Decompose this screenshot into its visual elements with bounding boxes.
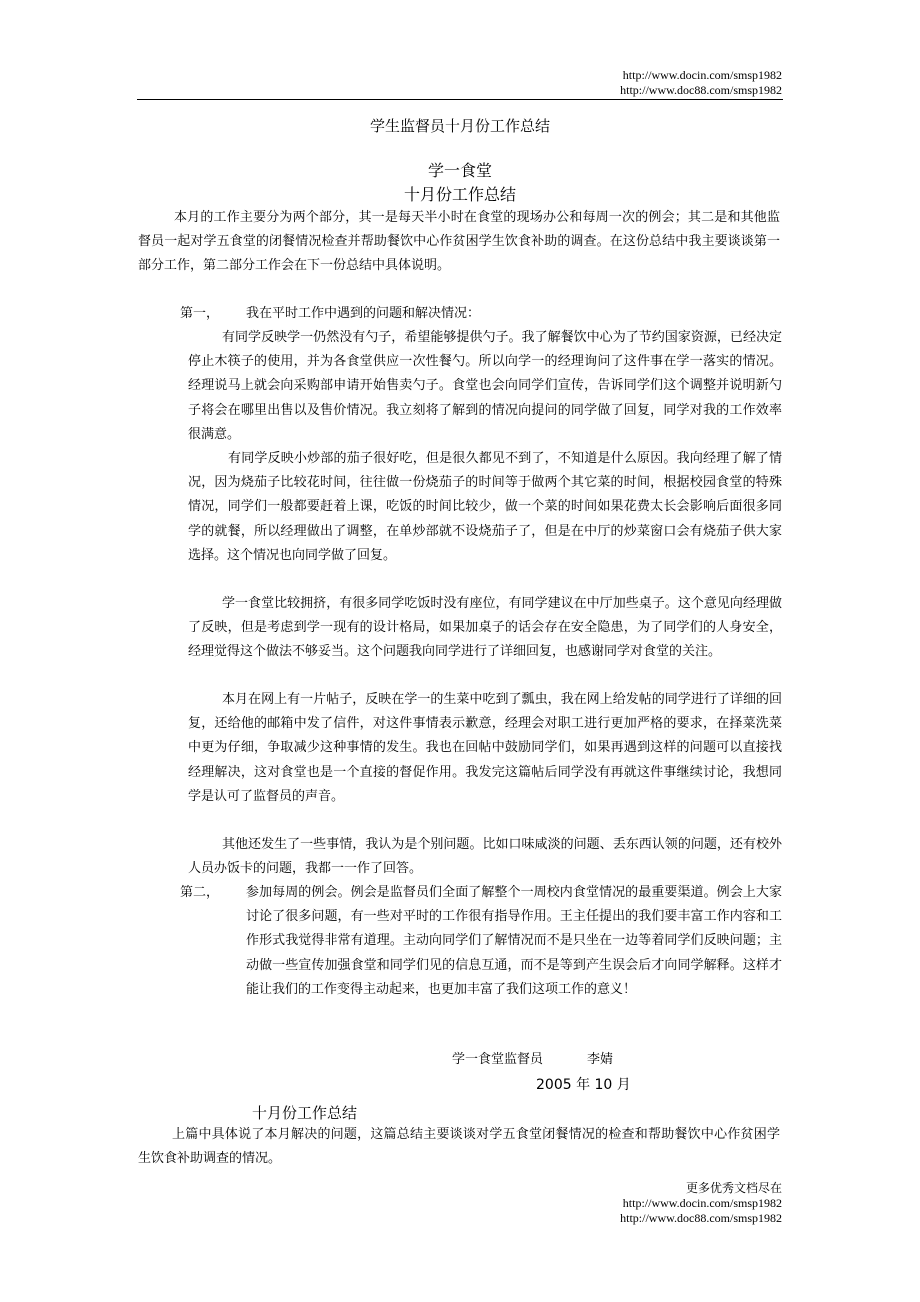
signature-role: 学一食堂监督员 bbox=[452, 1052, 544, 1067]
signature-date: 2005 年 10 月 bbox=[536, 1077, 631, 1093]
section1-heading-text: 我在平时工作中遇到的问题和解决情况： bbox=[246, 306, 481, 321]
header-rule bbox=[137, 99, 783, 100]
header-url-doc88[interactable]: http://www.doc88.com/smsp1982 bbox=[620, 83, 782, 97]
footer-url-doc88[interactable]: http://www.doc88.com/smsp1982 bbox=[620, 1211, 782, 1225]
header-url-docin[interactable]: http://www.docin.com/smsp1982 bbox=[622, 68, 782, 82]
document-title: 学生监督员十月份工作总结 bbox=[369, 117, 550, 135]
footer-more-text: 更多优秀文档尽在 bbox=[685, 1181, 782, 1195]
footer-url-docin[interactable]: http://www.docin.com/smsp1982 bbox=[622, 1196, 782, 1210]
intro-paragraph: 本月的工作主要分为两个部分，其一是每天半小时在食堂的现场办公和每周一次的例会；其二是和其他监督员一起对学五食堂的闭餐情况检查并帮助餐饮中心作贫困学生饮食补助的调查。在这份总结中我主要谈谈第一部分工作，第二部分工作会在下一份总结中具体说明。 bbox=[138, 210, 780, 274]
next-summary-paragraph: 上篇中具体说了本月解决的问题，这篇总结主要谈谈对学五食堂闭餐情况的检查和帮助餐饮中心作贫困学生饮食补助调查的情况。 bbox=[138, 1127, 780, 1167]
section2-paragraph: 参加每周的例会。例会是监督员们全面了解整个一周校内食堂情况的最重要渠道。例会上大家讨论了很多问题，有一些对平时的工作很有指导作用。王主任提出的我们要丰富工作内容和工作形式我觉得非常有道理。主动向同学们了解情况而不是只坐在一边等着同学们反映问题；主动做一些宣传加强食堂和同学们见的信息互通，而不是等到产生误会后才向同学解释。这样才能让我们的工作变得主动起来，也更加丰富了我们这项工作的意义！ bbox=[246, 885, 782, 997]
section1-heading bbox=[180, 302, 480, 326]
subtitle: 十月份工作总结 bbox=[403, 185, 516, 204]
section1-label: 第一， bbox=[180, 306, 220, 321]
section1-paragraph-seating: 学一食堂比较拥挤，有很多同学吃饭时没有座位，有同学建议在中厅加些桌子。这个意见向经理做了反映，但是考虑到学一现有的设计格局，如果加桌子的话会存在安全隐患，为了同学们的人身安全，经理觉得这个做法不够妥当。这个问题我向同学进行了详细回复，也感谢同学对食堂的关注。 bbox=[188, 596, 782, 660]
org-title: 学一食堂 bbox=[427, 161, 492, 180]
section1-paragraph-other: 其他还发生了一些事情，我认为是个别问题。比如口味咸淡的问题、丢东西认领的问题，还有校外人员办饭卡的问题，我都一一作了回答。 bbox=[188, 837, 782, 877]
footer bbox=[420, 1180, 782, 1226]
next-summary-title: 十月份工作总结 bbox=[252, 1104, 358, 1122]
section2-label: 第二， bbox=[180, 885, 220, 900]
signature-line bbox=[452, 1050, 613, 1070]
signature-name: 李婧 bbox=[587, 1052, 614, 1067]
header-urls bbox=[420, 68, 782, 98]
section1-paragraph-eggplant: 有同学反映小炒部的茄子很好吃，但是很久都见不到了，不知道是什么原因。我向经理了解了情况，因为烧茄子比较花时间，往往做一份烧茄子的时间等于做两个其它菜的时间，根据校园食堂的特殊情况，同学们一般都要赶着上课，吃饭的时间比较少，做一个菜的时间如果花费太长会影响后面很多同学的就餐，所以经理做出了调整，在单炒部就不设烧茄子了，但是在中厅的炒菜窗口会有烧茄子供大家选择。这个情况也向同学做了回复。 bbox=[188, 451, 782, 563]
section1-paragraph-spoon: 有同学反映学一仍然没有勺子，希望能够提供勺子。我了解餐饮中心为了节约国家资源，已经决定停止木筷子的使用，并为各食堂供应一次性餐勺。所以向学一的经理询问了这件事在学一落实的情况。经理说马上就会向采购部申请开始售卖勺子。食堂也会向同学们宣传，告诉同学们这个调整并说明新勺子将会在哪里出售以及售价情况。我立刻将了解到的情况向提问的同学做了回复，同学对我的工作效率很满意。 bbox=[188, 330, 782, 442]
section1-paragraph-online-post: 本月在网上有一片帖子，反映在学一的生菜中吃到了瓢虫，我在网上给发帖的同学进行了详细的回复，还给他的邮箱中发了信件，对这件事情表示歉意，经理会对职工进行更加严格的要求，在择菜洗菜中更为仔细，争取减少这种事情的发生。我也在回帖中鼓励同学们，如果再遇到这样的问题可以直接找经理解决，这对食堂也是一个直接的督促作用。我发完这篇帖后同学没有再就这件事继续讨论，我想同学是认可了监督员的声音。 bbox=[188, 692, 782, 804]
